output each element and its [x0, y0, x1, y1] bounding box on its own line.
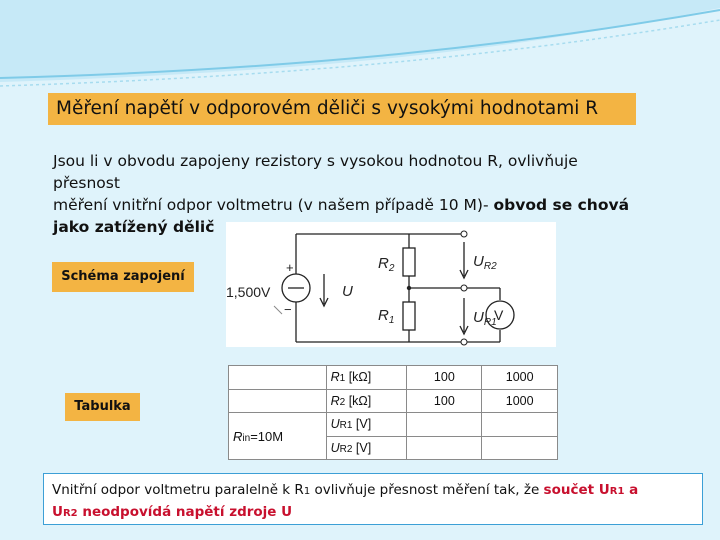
- table-row: [229, 413, 558, 437]
- value-cell: 100: [407, 366, 482, 390]
- value-cell: [482, 436, 558, 460]
- slide-title: Měření napětí v odporovém děliči s vysokými hodnotami R: [48, 93, 636, 125]
- ur2-label: $U_{R2}$: [473, 253, 497, 272]
- resistor-r2: [403, 248, 415, 276]
- source-plus: +: [286, 260, 294, 275]
- measurement-table: [228, 365, 558, 460]
- param-cell: UR2 [V]: [326, 436, 407, 460]
- r1-label: $R_1$: [378, 307, 395, 326]
- source-value: 1,500V: [226, 284, 271, 300]
- intro-line-3: [53, 194, 673, 216]
- value-cell: [407, 413, 482, 437]
- table-cell-empty: [229, 389, 327, 413]
- table-cell-empty: [229, 366, 327, 390]
- source-minus: −: [284, 302, 292, 317]
- circuit-diagram: [226, 222, 556, 347]
- intro-line-3-text: měření vnitřní odpor voltmetru (v našem případě 10 M)-: [53, 196, 494, 214]
- table-label: Tabulka: [65, 393, 140, 421]
- table-row: [229, 366, 558, 390]
- ur1-label: $U_{R1}$: [473, 309, 497, 328]
- value-cell: 100: [407, 389, 482, 413]
- param-cell: R2 [kΩ]: [326, 389, 407, 413]
- voltmeter-label: V: [494, 307, 504, 323]
- intro-line-2: přesnost: [53, 174, 120, 192]
- param-cell: R1 [kΩ]: [326, 366, 407, 390]
- r2-label: $R_2$: [378, 255, 395, 274]
- intro-line-1: Jsou li v obvodu zapojeny rezistory s vysokou hodnotou R, ovlivňuje: [53, 152, 578, 170]
- note-line-2: UR2 neodpovídá napětí zdroje U: [52, 504, 293, 520]
- table-row: [229, 389, 558, 413]
- conclusion-note: [43, 473, 703, 525]
- intro-line-3-bold: obvod se chová: [493, 196, 630, 214]
- value-cell: 1000: [482, 366, 558, 390]
- value-cell: 1000: [482, 389, 558, 413]
- schema-label: Schéma zapojení: [52, 262, 194, 292]
- value-cell: [482, 413, 558, 437]
- value-cell: [407, 436, 482, 460]
- param-cell: UR1 [V]: [326, 413, 407, 437]
- intro-line-4-bold: jako zatížený dělič: [53, 218, 215, 236]
- source-voltage-label: U: [342, 283, 353, 300]
- rin-cell: Rin=10M: [229, 413, 327, 460]
- note-line-1: Vnitřní odpor voltmetru paralelně k R1 ovlivňuje přesnost měření tak, že součet UR1 a: [52, 482, 639, 498]
- resistor-r1: [403, 302, 415, 330]
